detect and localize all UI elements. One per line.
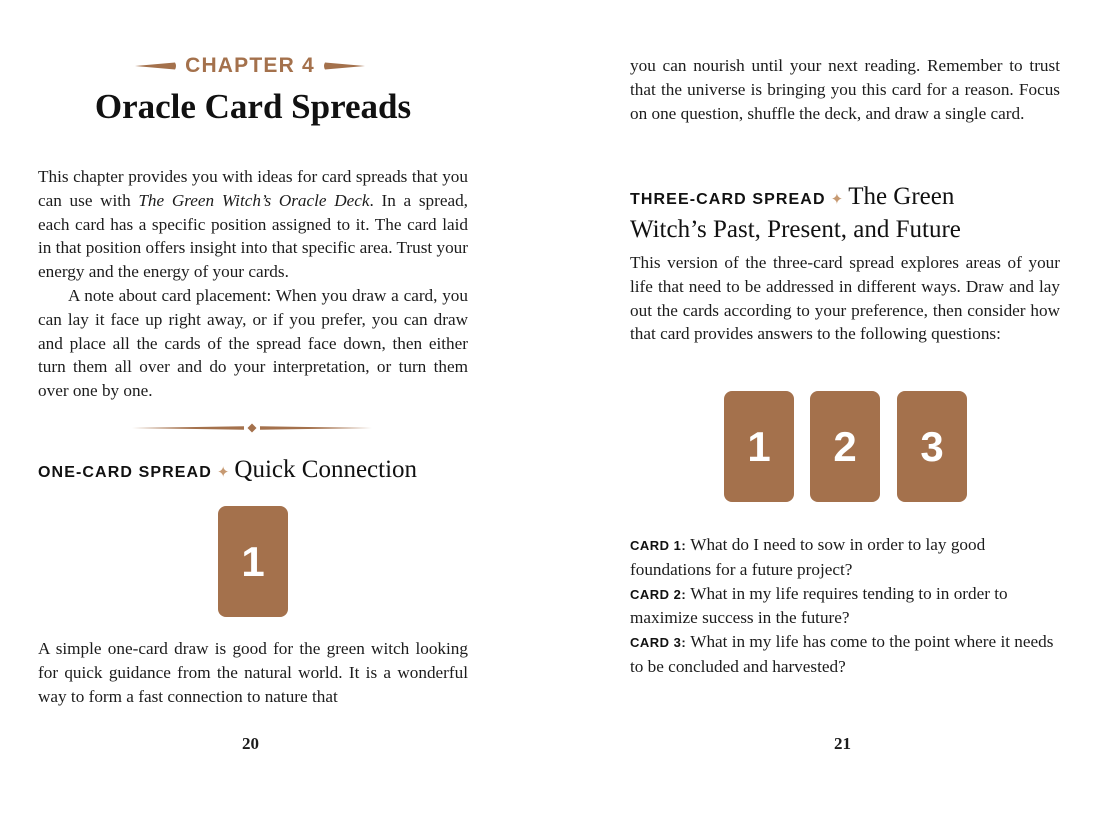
card-question-2: CARD 2: What in my life requires tending to in order to maximize success in the future? (630, 583, 1008, 628)
one-card-spread-heading (38, 455, 417, 488)
chapter-label-text: CHAPTER 4 (185, 54, 315, 77)
card-question-label: CARD 1: (630, 538, 687, 553)
card-question-label: CARD 2: (630, 586, 687, 602)
card-number: 2 (833, 422, 857, 470)
card-question-1: CARD 1: What do I need to sow in order to lay good foundations for a future project? (630, 535, 986, 579)
page-number: 21 (834, 734, 851, 753)
card-number: 1 (241, 537, 265, 585)
card-number: 3 (920, 422, 944, 470)
right-page (554, 0, 1108, 822)
one-card-spread-kicker: ONE-CARD SPREAD (38, 464, 212, 481)
sparkle-icon: ✦ (216, 465, 230, 481)
left-ornament-icon (135, 61, 177, 71)
one-card-body-paragraph: A simple one-card draw is good for the green witch looking for quick guidance from the natural world. It is a wonderful way to form a fast connection to nature that (38, 639, 468, 706)
card-position-2 (810, 391, 880, 502)
deck-title: The Green Witch’s Oracle Deck (138, 190, 370, 210)
card-position-1 (724, 391, 794, 502)
right-ornament-icon (323, 61, 365, 71)
card-position-1 (218, 506, 288, 617)
continuation-paragraph: you can nourish until your next reading. Remember to trust that the universe is bringing you this card for a reason. Focus on one question, shuffle the deck, and draw a single card. (630, 56, 1060, 123)
three-card-spread-heading (630, 182, 1070, 248)
sparkle-icon: ✦ (830, 192, 844, 208)
three-card-spread-kicker: THREE-CARD SPREAD (630, 191, 826, 208)
chapter-label (0, 54, 500, 78)
card-question-3: CARD 3: What in my life has come to the point where it needs to be concluded and harvested? (630, 632, 1054, 676)
intro-paragraph: This chapter provides you with ideas for card spreads that you can use with The Green Witch’s Oracle Deck. In a spread, each card has a specific position assigned to it. The card laid in that position offers insight into that specific area. Trust your energy and the energy of your cards. (38, 167, 468, 282)
three-card-spread-title-line1: The Green (848, 183, 955, 210)
card-position-3 (897, 391, 967, 502)
three-card-spread-title-line2: Witch’s Past, Present, and Future (630, 216, 961, 243)
card-question-label: CARD 3: (630, 635, 687, 651)
one-card-spread-title: Quick Connection (234, 456, 418, 483)
card-number: 1 (747, 422, 771, 470)
chapter-title: Oracle Card Spreads (94, 87, 412, 126)
three-card-body-paragraph: This version of the three-card spread explores areas of your life that need to be addressed in different ways. Draw and lay out the cards according to your preference, then consider how that card provides answers to the following questions: (630, 253, 1060, 344)
card-questions-list (630, 533, 1070, 679)
divider-ornament-icon (132, 421, 372, 435)
placement-note-paragraph: A note about card placement: When you draw a card, you can lay it face up right away, or if you prefer, you can draw and place all the cards of the spread face down, then either turn them all over and do your interpretation, or turn them over one by one. (38, 286, 468, 401)
page-number: 20 (242, 734, 259, 753)
